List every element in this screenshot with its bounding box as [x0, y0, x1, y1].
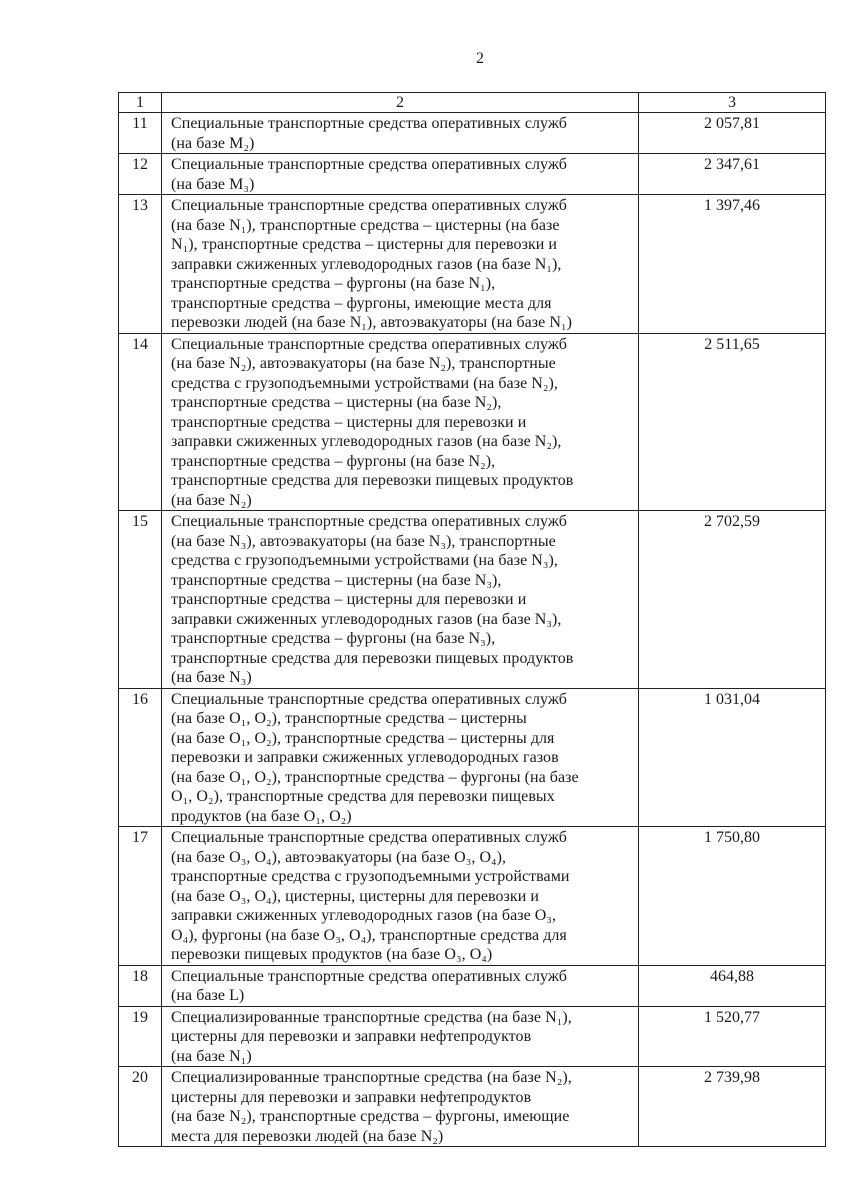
row-description: Специальные транспортные средства оперативных служб (на базе M₂)	[162, 113, 639, 154]
page-number: 2	[476, 50, 484, 67]
row-description: Специальные транспортные средства оперативных служб (на базе O₃, O₄), автоэвакуаторы (на базе O₃, O₄), транспортные средства с грузоподъемными устройствами (на базе O₃, O₄), цистерны, цистерны для перевозки и заправки сжиженных углеводородных газов (на базе O₃, O₄), фургоны (на базе O₃, O₄), транспортные средства для перевозки пищевых продуктов (на базе O₃, O₄)	[162, 827, 639, 966]
row-number: 16	[119, 688, 162, 827]
row-value: 1 397,46	[639, 195, 826, 334]
row-description: Специальные транспортные средства оперативных служб (на базе N₃), автоэвакуаторы (на базе N₃), транспортные средства с грузоподъемными устройствами (на базе N₃), транспортные средства – цистерны (на базе N₃), транспортные средства – цистерны для перевозки и заправки сжиженных углеводородных газов (на базе N₃), транспортные средства – фургоны (на базе N₃), транспортные средства для перевозки пищевых продуктов (на базе N₃)	[162, 511, 639, 689]
table-header-row	[119, 93, 826, 113]
header-col-3: 3	[639, 93, 826, 113]
header-col-1: 1	[119, 93, 162, 113]
table-row	[119, 113, 826, 154]
row-value: 464,88	[639, 965, 826, 1006]
table-row	[119, 333, 826, 511]
table-row	[119, 827, 826, 966]
table-row	[119, 511, 826, 689]
row-description: Специальные транспортные средства оперативных служб (на базе N₁), транспортные средства – цистерны (на базе N₁), транспортные средства – цистерны для перевозки и заправки сжиженных углеводородных газов (на базе N₁), транспортные средства – фургоны (на базе N₁), транспортные средства – фургоны, имеющие места для перевозки людей (на базе N₁), автоэвакуаторы (на базе N₁)	[162, 195, 639, 334]
row-number: 11	[119, 113, 162, 154]
table-row	[119, 1006, 826, 1067]
row-number: 18	[119, 965, 162, 1006]
row-number: 17	[119, 827, 162, 966]
row-value: 2 347,61	[639, 154, 826, 195]
tariff-table	[118, 92, 826, 1147]
row-number: 20	[119, 1067, 162, 1147]
row-description: Специальные транспортные средства оперативных служб (на базе L)	[162, 965, 639, 1006]
table-row	[119, 1067, 826, 1147]
row-value: 1 750,80	[639, 827, 826, 966]
row-description: Специальные транспортные средства оперативных служб (на базе M₃)	[162, 154, 639, 195]
table-row	[119, 965, 826, 1006]
row-description: Специализированные транспортные средства (на базе N₁), цистерны для перевозки и заправки нефтепродуктов (на базе N₁)	[162, 1006, 639, 1067]
row-number: 19	[119, 1006, 162, 1067]
row-number: 13	[119, 195, 162, 334]
row-description: Специальные транспортные средства оперативных служб (на базе N₂), автоэвакуаторы (на базе N₂), транспортные средства с грузоподъемными устройствами (на базе N₂), транспортные средства – цистерны (на базе N₂), транспортные средства – цистерны для перевозки и заправки сжиженных углеводородных газов (на базе N₂), транспортные средства – фургоны (на базе N₂), транспортные средства для перевозки пищевых продуктов (на базе N₂)	[162, 333, 639, 511]
row-description: Специализированные транспортные средства (на базе N₂), цистерны для перевозки и заправки нефтепродуктов (на базе N₂), транспортные средства – фургоны, имеющие места для перевозки людей (на базе N₂)	[162, 1067, 639, 1147]
row-value: 1 520,77	[639, 1006, 826, 1067]
table-row	[119, 154, 826, 195]
header-col-2: 2	[162, 93, 639, 113]
row-number: 14	[119, 333, 162, 511]
table-row	[119, 688, 826, 827]
row-number: 15	[119, 511, 162, 689]
row-value: 2 739,98	[639, 1067, 826, 1147]
row-value: 1 031,04	[639, 688, 826, 827]
table-row	[119, 195, 826, 334]
row-value: 2 057,81	[639, 113, 826, 154]
row-number: 12	[119, 154, 162, 195]
row-value: 2 511,65	[639, 333, 826, 511]
row-value: 2 702,59	[639, 511, 826, 689]
row-description: Специальные транспортные средства оперативных служб (на базе O₁, O₂), транспортные средства – цистерны (на базе O₁, O₂), транспортные средства – цистерны для перевозки и заправки сжиженных углеводородных газов (на базе O₁, O₂), транспортные средства – фургоны (на базе O₁, O₂), транспортные средства для перевозки пищевых продуктов (на базе O₁, O₂)	[162, 688, 639, 827]
